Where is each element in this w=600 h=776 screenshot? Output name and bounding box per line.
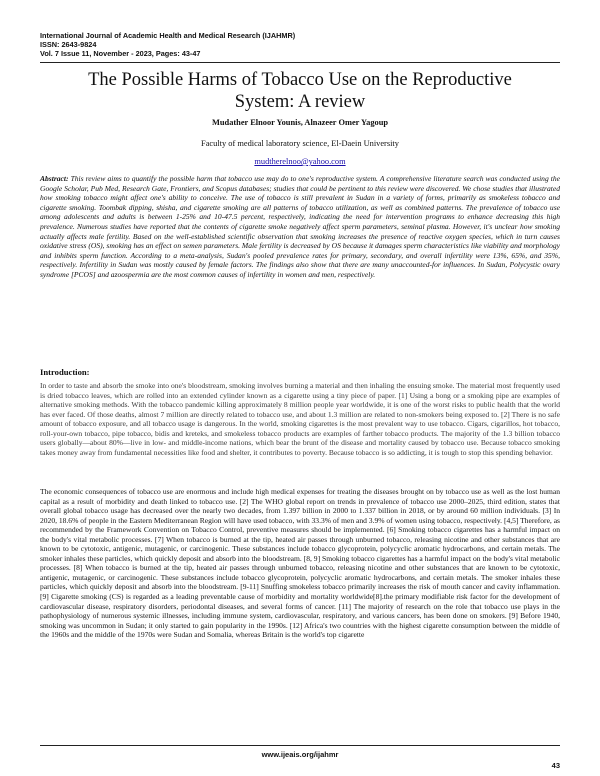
page-number: 43 (551, 761, 560, 770)
article-affiliation: Faculty of medical laboratory science, El-Daein University (201, 139, 399, 148)
author-email-link[interactable]: mudtherelnoo@yahoo.com (254, 157, 346, 166)
journal-header (40, 31, 295, 58)
footer-divider (40, 745, 560, 746)
article-title (40, 69, 560, 113)
introduction-heading: Introduction: (40, 367, 90, 377)
journal-volume: Vol. 7 Issue 11, November - 2023, Pages: 43-47 (40, 49, 201, 58)
abstract-block (40, 174, 560, 280)
journal-name: International Journal of Academic Health and Medical Research (IJAHMR) (40, 31, 296, 40)
title-line-1: The Possible Harms of Tobacco Use on the Reproductive (88, 70, 512, 90)
journal-url-link[interactable]: www.ijeais.org/ijahmr (261, 750, 339, 759)
intro-paragraph-2: The economic consequences of tobacco use are enormous and include high medical expenses for treating the diseases brought on by tobacco use as well as the lost human capital as a result of morbidity and death linked to tobacco use. [2] The WHO global report on trends in prevalence of tobacco use 2000–2025, third edition, states that overall global tobacco usage has decreased over the nearly two decades, from 1.397 billion in 2000 to 1.337 billion in 2018, or by around 60 million individuals. [3] In 2020, 18.6% of people in the Eastern Mediterranean Region will have used tobacco, with 33.3% of men and 3.9% of women using tobacco, respectively. [4,5] Therefore, as recommended by the Framework Convention on Tobacco Control, preventive measures should be implemented. [6] Smoking tobacco cigarettes has a harmful impact on the body's vital metabolic processes. [7] When tobacco is burned at the tip, heated air passes through unburned tobacco, releasing nicotine and other substances that are known to be cytotoxic, antigenic, mutagenic, or carcinogenic. These substances include tobacco glycoprotein, polycyclic aromatic hydrocarbons, and certain metals. The smoker inhales these particles, which quickly deposit and absorb into the bloodstream. [8, 9] Smoking tobacco cigarettes has a harmful impact on the body's vital metabolic processes. [8] When tobacco is burned at the tip, heated air passes through unburned tobacco, releasing nicotine and other substances that are known to be cytotoxic, antigenic, mutagenic, or carcinogenic. These substances include tobacco glycoprotein, polycyclic aromatic hydrocarbons, and certain metals. The smoker inhales these particles, which quickly deposit and absorb into the bloodstream. [9-11] Snuffing smokeless tobacco primarily increases the risk of mouth cancer and cavity inflammation. [9] Cigarette smoking (CS) is regarded as a leading preventable cause of morbidity and mortality worldwide[8].the primary modifiable risk factor for the development of cardiovascular disease, respiratory disorders, periodontal diseases, and several forms of cancer. [11] The majority of research on the role that tobacco use plays in the pathophysiology of numerous systemic illnesses, including immune system, cardiovascular, respiratory, and various cancers, has been done on smokers. [9] Before 1940, smoking was uncommon in Sudan; it only started to gain popularity in the 1990s. [12] Africa's two countries with the highest cigarette consumption between the middle of the 1960s and the middle of the 1970s were Sudan and Somalia, whereas Britain is the world's top cigarette (40, 487, 560, 640)
header-divider (40, 62, 560, 63)
abstract-label: Abstract: (40, 174, 69, 183)
title-line-2: System: A review (234, 92, 366, 112)
intro-paragraph-1: In order to taste and absorb the smoke into one's bloodstream, smoking involves burning a material and then inhaling the ensuing smoke. The material most frequently used is dried tobacco leaves, which are rolled into an extended cylinder known as a cigarette using a tiny piece of paper. [1] Using a bong or a smoking pipe are examples of alternative smoking methods. With the tobacco pandemic killing approximately 8 million people year worldwide, it is one of the worst risks to public health that the world has ever faced. Of those deaths, almost 7 million are directly related to tobacco use, and about 1.3 million are related to non-smokers being exposed to. [2] There is no safe amount of tobacco exposure, and all tobacco usage is dangerous. In the world, smoking cigarettes is the most prevalent way to use tobacco. Cigars, cigarillos, hot tobacco, roll-your-own tobacco, pipe tobacco, bidis and kreteks, and smokeless tobacco products are examples of farther tobacco products. The majority of the 1.3 billion tobacco users globally—about 80%—live in low- and middle-income nations, which bear the brunt of the disease and mortality caused by tobacco use. Because tobacco smoking takes money away from fundamental necessities like food and shelter, it contributes to poverty. Because tobacco is so addicting, it is tough to stop this spending behavior. (40, 381, 560, 457)
abstract-text: This review aims to quantify the possible harm that tobacco use may do to one's reproductive system. A comprehensive literature search was conducted using the Google Scholar, Pub Med, Research Gate, Frontiers, and Scopus databases; studies that could be pertinent to this review were discovered. We chose studies that illustrated how smoking tobacco might affect one's ability to conceive. The use of tobacco is still prevalent in Sudan in a variety of forms, primarily as smokeless tobacco and cigarette smoking. Toombak dipping, shisha, and cigarette smoking are all patterns of tobacco utilization, as well as combined patterns. The prevalence of tobacco use among adolescents and adults is between 1-25% and 10-47.5 percent, respectively, indicating the need for intervention programs to enhance decreasing this high prevalence. Numerous studies have reported that the contents of cigarette smoke negatively affect sperm parameters, seminal plasma. However, it's unclear how smoking actually affects male fertility. Based on the well-established scientific observation that smoking increases the presence of reactive oxygen species, which in turn causes oxidative stress (OS), smoking has an effect on semen parameters. Male fertility is decreased by OS because it damages sperm characteristics like viability and morphology and inhibits sperm function. According to a meta-analysis, Sudan's pooled prevalence rates for primary, secondary, and overall infertility were 13%, 65%, and 35%, respectively. Infertility in Sudan was mostly caused by female factors. The findings also show that there are many unaccounted-for influences. In Sudan, Polycystic ovary syndrome [PCOS] and azoospermia are the most common causes of infertility in women and men, respectively. (40, 174, 560, 279)
journal-issn: ISSN: 2643-9824 (40, 40, 97, 49)
article-authors: Mudather Elnoor Younis, Alnazeer Omer Yagoup (211, 118, 389, 127)
